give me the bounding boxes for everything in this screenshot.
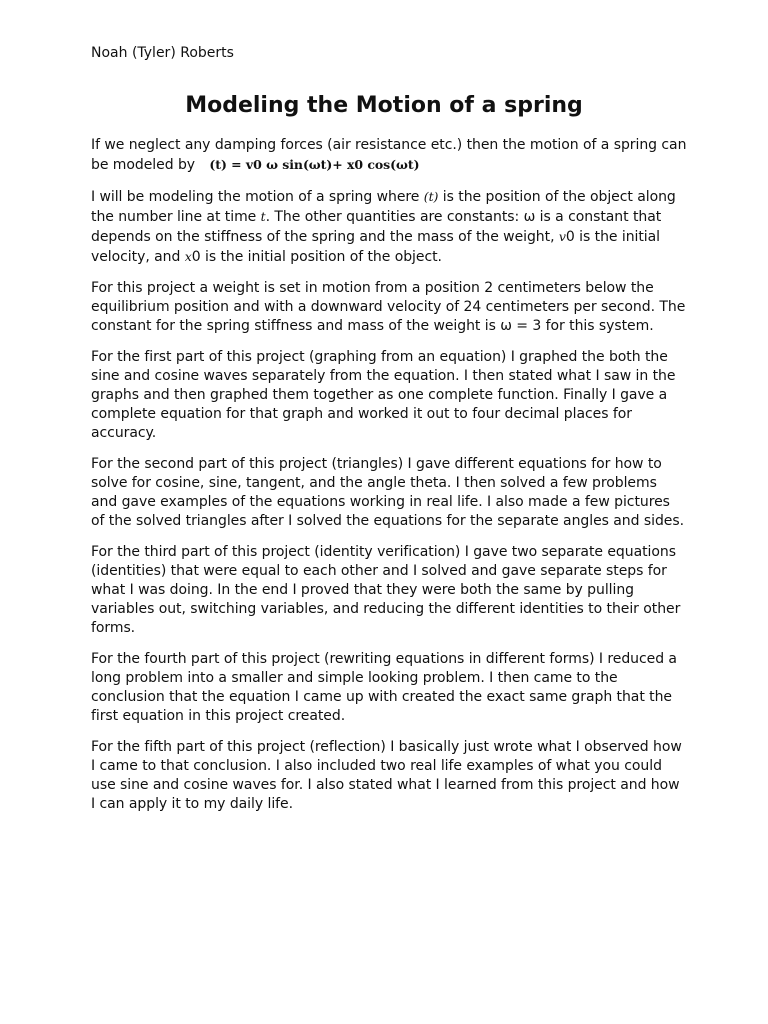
paragraph-part-three: For the third part of this project (identity verification) I gave two separate equations (identities) that were equal to each other and I solved and gave separate steps for what I was doing. In the end I proved that they were both the same by pulling variables out, switching variables, and reducing the different identities to their other forms. [91,544,681,636]
intro-text: If we neglect any damping forces (air resistance etc.) then the motion of a spring can be modeled by [91,137,687,173]
initial-position-symbol: x [184,249,192,264]
variables-text-a: I will be modeling the motion of a spring where [91,189,424,205]
paragraph-part-five: For the fifth part of this project (reflection) I basically just wrote what I observed how I came to that conclusion. I also included two real life examples of what you could use sine and cosine waves for. I also stated what I learned from this project and how I can apply it to my daily life. [91,739,682,812]
position-symbol: (t) [423,189,439,204]
variables-text-b: is the position of the object along the number line at time [91,189,676,225]
paragraph-part-one: For the first part of this project (graphing from an equation) I graphed the both the sine and cosine waves separately from the equation. I then stated what I saw in the graphs and then graphed them together as one complete function. Finally I gave a complete equation for that graph and worked it out to four decimal places for accuracy. [91,349,676,441]
paragraph-part-four: For the fourth part of this project (rewriting equations in different forms) I reduced a long problem into a smaller and simple looking problem. I then came to the conclusion that the equation I came up with created the exact same graph that the first equation in this project created. [91,651,677,724]
variables-text-d: 0 is the initial velocity, and [91,229,661,265]
paragraph-intro [91,136,687,175]
paragraph-setup: For this project a weight is set in motion from a position 2 centimeters below the equilibrium position and with a downward velocity of 24 centimeters per second. The constant for the spring stiffness and mass of the weight is ω = 3 for this system. [91,280,686,334]
variables-text-c: . The other quantities are constants: ω is a constant that depends on the stiffness of the spring and the mass of the weight, [91,209,662,245]
velocity-symbol: v [558,229,566,244]
document-body [91,136,687,826]
author-name: Noah (Tyler) Roberts [91,45,234,61]
variables-text-e: 0 is the initial position of the object. [191,249,442,265]
time-symbol: t [260,209,266,224]
document-title: Modeling the Motion of a spring [185,93,583,118]
paragraph-part-two: For the second part of this project (triangles) I gave different equations for how to solve for cosine, sine, tangent, and the angle theta. I then solved a few problems and gave examples of the equations working in real life. I also made a few pictures of the solved triangles after I solved the equations for the separate angles and sides. [91,456,684,529]
paragraph-variables [91,187,687,267]
spring-equation: (t) = v0 ω sin(ωt)+ x0 cos(ωt) [209,157,420,172]
